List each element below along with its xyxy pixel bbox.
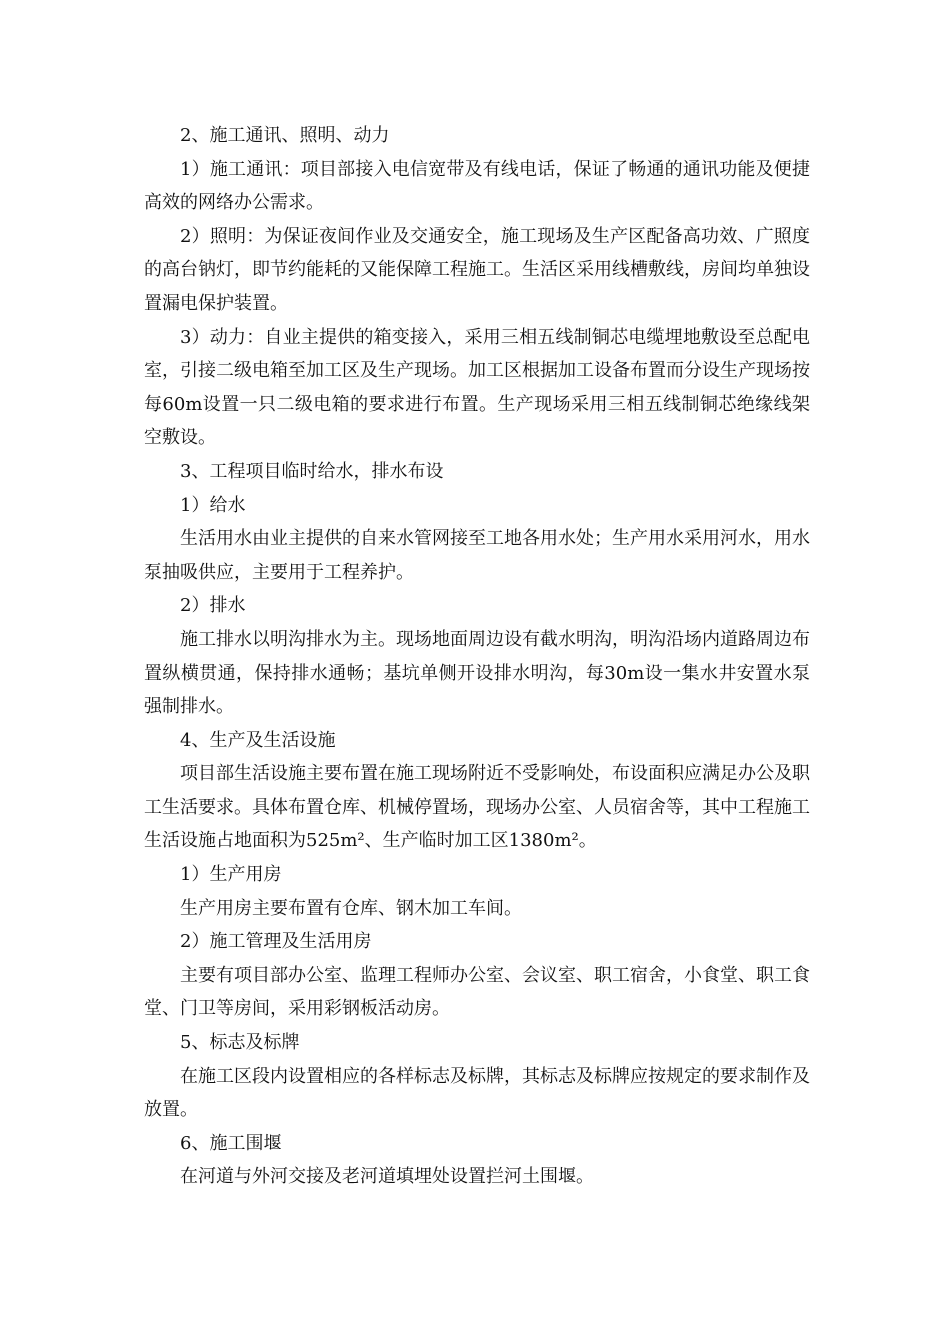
paragraph-facilities: 项目部生活设施主要布置在施工现场附近不受影响处，布设面积应满足办公及职工生活要求。具体布置仓库、机械停置场，现场办公室、人员宿舍等，其中工程施工生活设施占地面积为525m²、生产临时加工区1380m²。 bbox=[144, 763, 810, 852]
paragraph-cofferdam: 在河道与外河交接及老河道填埋处设置拦河土围堰。 bbox=[180, 1166, 594, 1188]
paragraph-power: 3）动力：自业主提供的箱变接入，采用三相五线制铜芯电缆埋地敷设至总配电室，引接二级电箱至加工区及生产现场。加工区根据加工设备布置而分设生产现场按每60m设置一只二级电箱的要求进行布置。生产现场采用三相五线制铜芯绝缘线架空敷设。 bbox=[144, 326, 810, 449]
document-body bbox=[144, 119, 810, 1194]
paragraph-signs: 在施工区段内设置相应的各样标志及标牌，其标志及标牌应按规定的要求制作及放置。 bbox=[144, 1065, 810, 1121]
subheading-drainage: 2）排水 bbox=[180, 595, 246, 617]
paragraph-production-buildings: 生产用房主要布置有仓库、钢木加工车间。 bbox=[180, 897, 522, 919]
paragraph-lighting: 2）照明：为保证夜间作业及交通安全，施工现场及生产区配备高功效、广照度的高台钠灯，即节约能耗的又能保障工程施工。生活区采用线槽敷线，房间均单独设置漏电保护装置。 bbox=[144, 225, 810, 314]
section-heading-signs: 5、标志及标牌 bbox=[180, 1032, 300, 1054]
subheading-production-buildings: 1）生产用房 bbox=[180, 864, 282, 886]
paragraph-water-supply: 生活用水由业主提供的自来水管网接至工地各用水处；生产用水采用河水，用水泵抽吸供应，主要用于工程养护。 bbox=[144, 528, 810, 583]
subheading-management-buildings: 2）施工管理及生活用房 bbox=[180, 931, 372, 953]
section-heading-water: 3、工程项目临时给水，排水布设 bbox=[180, 460, 444, 482]
paragraph-communication: 1）施工通讯：项目部接入电信宽带及有线电话，保证了畅通的通讯功能及便捷高效的网络办公需求。 bbox=[144, 158, 810, 214]
subheading-water-supply: 1）给水 bbox=[180, 494, 246, 516]
section-heading-utilities: 2、施工通讯、照明、动力 bbox=[180, 125, 390, 146]
section-heading-cofferdam: 6、施工围堰 bbox=[180, 1132, 282, 1154]
paragraph-management-buildings: 主要有项目部办公室、监理工程师办公室、会议室、职工宿舍，小食堂、职工食堂、门卫等房间，采用彩钢板活动房。 bbox=[144, 964, 810, 1020]
paragraph-drainage: 施工排水以明沟排水为主。现场地面周边设有截水明沟，明沟沿场内道路周边布置纵横贯通，保持排水通畅；基坑单侧开设排水明沟，每30m设一集水井安置水泵强制排水。 bbox=[144, 628, 810, 718]
section-heading-facilities: 4、生产及生活设施 bbox=[180, 729, 336, 751]
